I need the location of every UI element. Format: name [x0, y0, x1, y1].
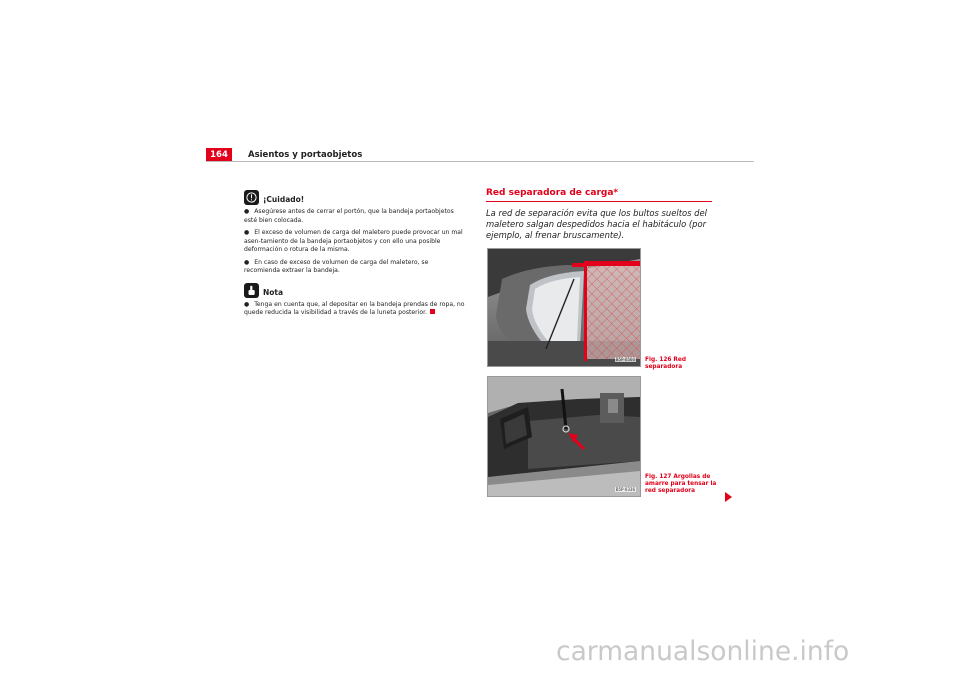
bullet-icon: ●: [244, 228, 250, 236]
right-column: [486, 188, 712, 242]
figure-caption: Fig. 127 Argollas de amarre para tensar la red separadora: [645, 474, 717, 495]
caution-item: ● El exceso de volumen de carga del maletero puede provocar un mal asen-tamiento de la bandeja portaobjetos y con ello una posible deformación o rotura de la misma.: [244, 228, 463, 254]
bullet-icon: ●: [244, 208, 250, 215]
figure-caption: Fig. 126 Red separadora: [645, 357, 686, 371]
header-rule: [206, 161, 754, 162]
warning-icon: [244, 190, 259, 205]
caution-header: [244, 190, 466, 205]
section-title: Asientos y portaobjetos: [248, 150, 363, 160]
figure-lashing-rings: [487, 376, 641, 497]
page-number: 164: [206, 148, 232, 162]
caution-title: ¡Cuidado!: [263, 195, 305, 204]
continue-arrow-icon: [725, 492, 732, 502]
bullet-icon: ●: [244, 258, 250, 266]
note-title: Nota: [263, 287, 284, 297]
section-heading: Red separadora de carga*: [486, 188, 712, 202]
figure-cargo-net: [487, 248, 641, 367]
figure-code: B5P-0336: [615, 487, 635, 492]
figure-code: B5P-0560: [615, 357, 635, 362]
caution-item: ● En caso de exceso de volumen de carga del maletero, se recomienda extraer la bandeja.: [244, 258, 429, 275]
note-header: [244, 283, 466, 298]
cargo-net-illustration: [488, 249, 640, 366]
lashing-rings-illustration: [488, 377, 640, 496]
watermark: carmanualsonline.info: [556, 636, 850, 667]
note-item: ● Tenga en cuenta que, al depositar en la bandeja prendas de ropa, no quede reducida la visibilidad a través de la luneta posterior.: [244, 300, 465, 317]
end-of-section-icon: [430, 309, 435, 314]
note-hand-icon: [244, 283, 259, 298]
intro-text: La red de separación evita que los bultos sueltos del maletero salgan despedidos hacia el habitáculo (por ejemplo, al frenar bruscamente).: [486, 208, 707, 241]
left-column: [244, 190, 466, 322]
caution-item: ● Asegúrese antes de cerrar el portón, que la bandeja portaobjetos esté bien colocada.: [244, 208, 454, 224]
bullet-icon: ●: [244, 300, 250, 308]
